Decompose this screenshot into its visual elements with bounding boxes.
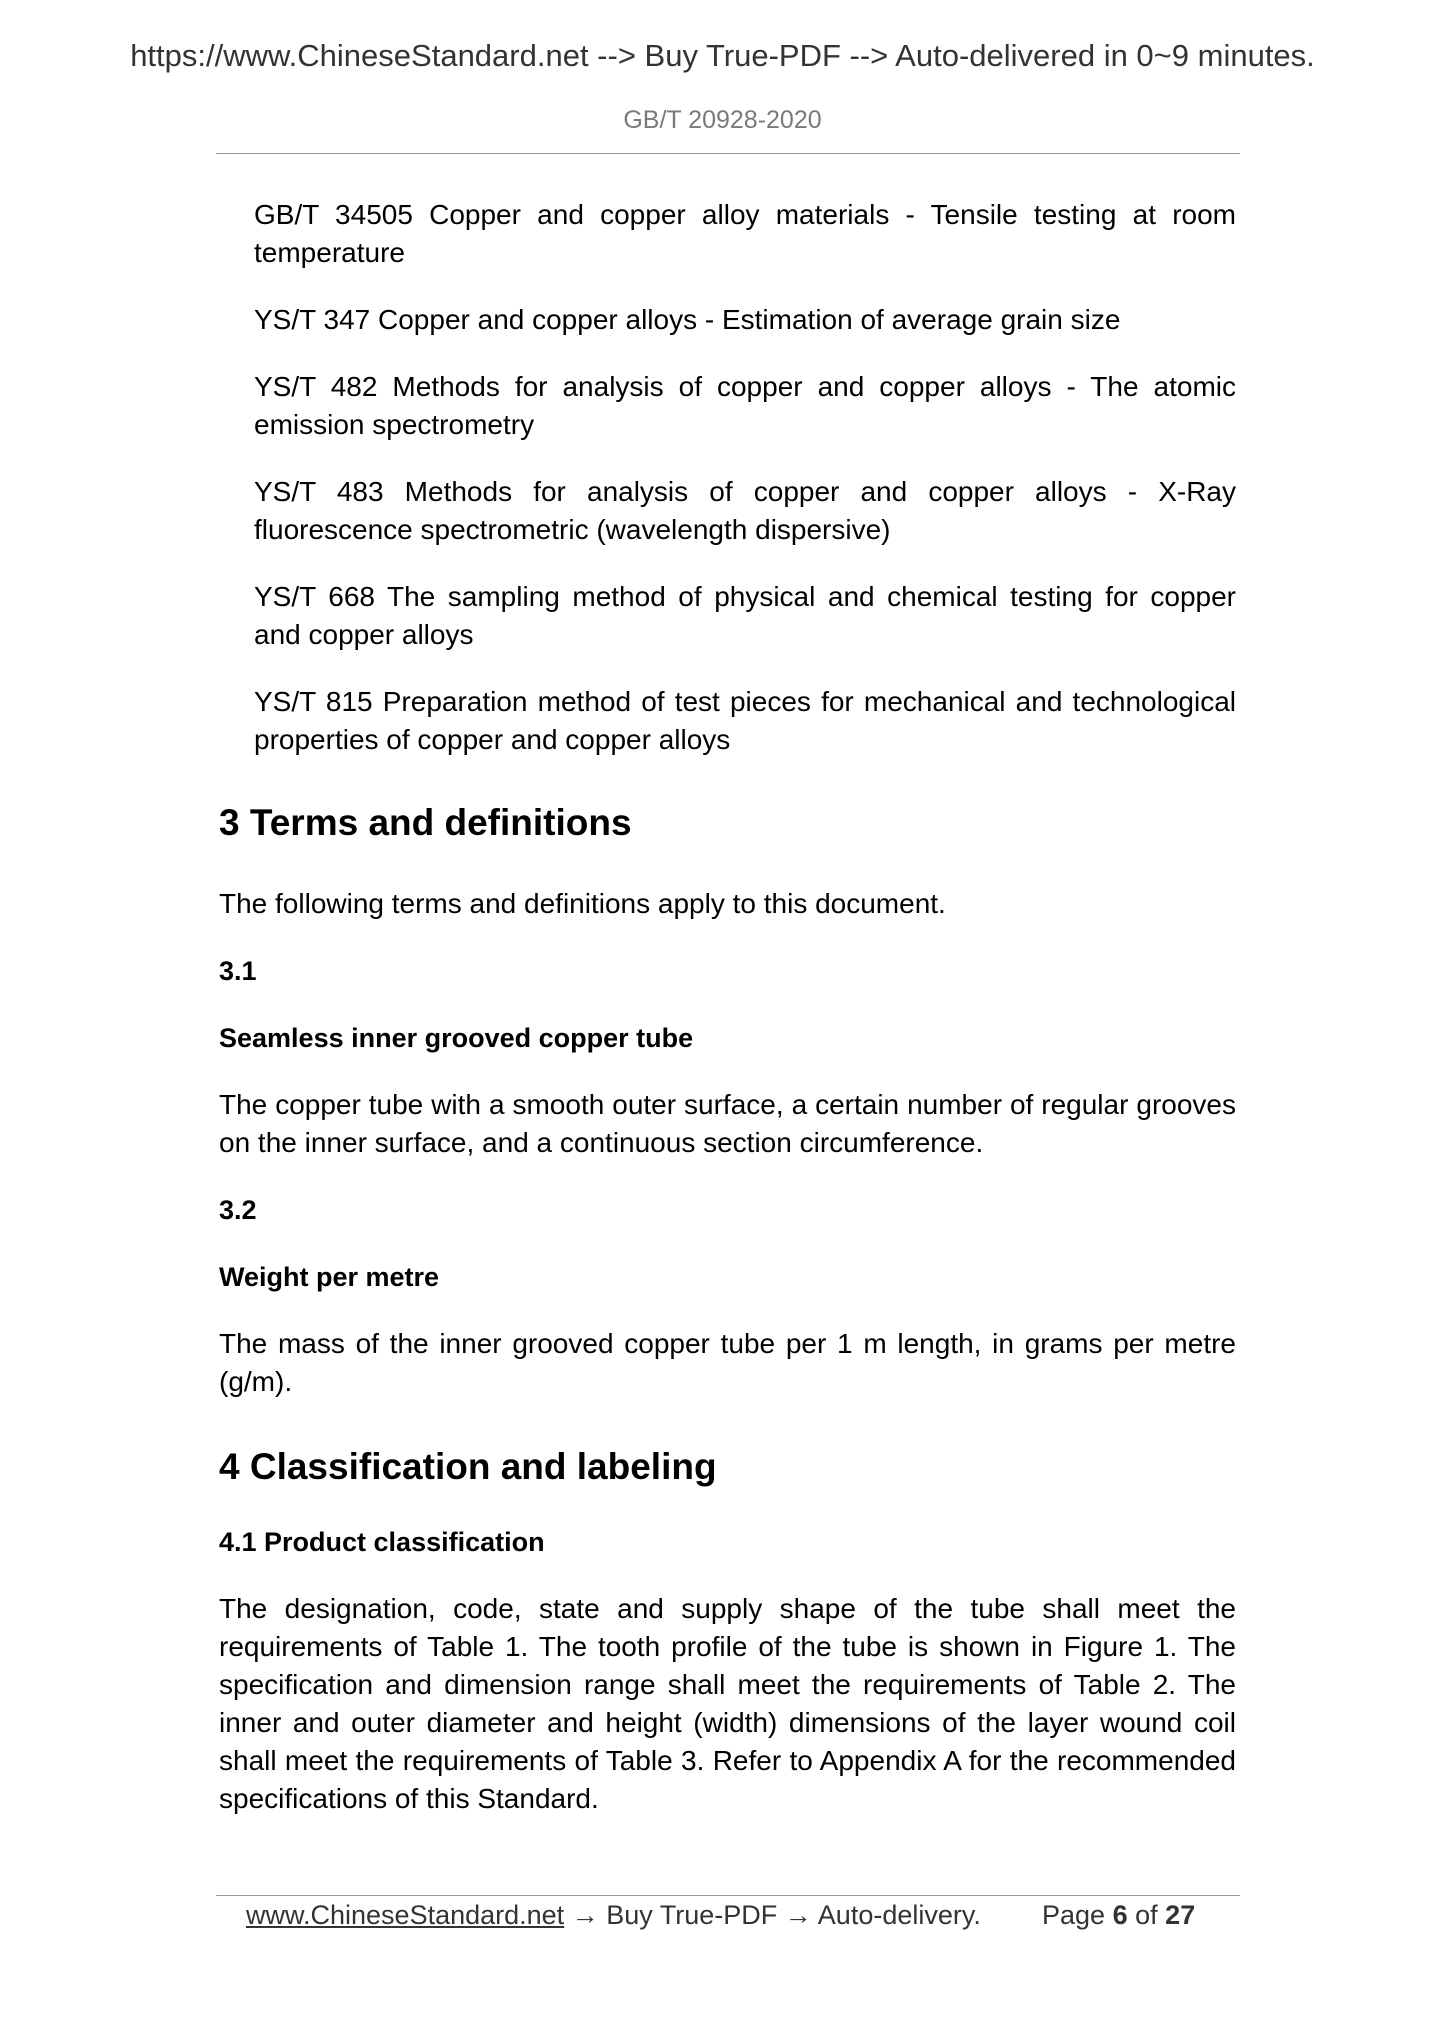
footer-divider (216, 1895, 1240, 1896)
reference-yst-815: YS/T 815 Preparation method of test pieces for mechanical and technological properties of copper and copper alloys (254, 686, 1236, 755)
page-word: Page (1042, 1900, 1106, 1930)
page-total: 27 (1165, 1900, 1196, 1930)
section-4-heading: 4 Classification and labeling (219, 1446, 717, 1487)
header-banner: https://www.ChineseStandard.net --> Buy True-PDF --> Auto-delivered in 0~9 minutes. (130, 38, 1315, 73)
subsection-4-1-text: The designation, code, state and supply shape of the tube shall meet the requirements of Table 1. The tooth profile of the tube is shown in Figure 1. The specification and dimension range shall meet the requirements of Table 2. The inner and outer diameter and height (width) dimensions of the layer wound coil shall meet the requirements of Table 3. Refer to Appendix A for the recommended specifications of this Standard. (219, 1593, 1236, 1814)
arrow-right-icon: → (571, 1900, 599, 1930)
subsection-4-1-heading: 4.1 Product classification (219, 1527, 545, 1557)
section-3-intro: The following terms and definitions apply to this document. (219, 888, 946, 919)
footer-delivery-text: Auto-delivery. (817, 1900, 981, 1930)
reference-yst-347: YS/T 347 Copper and copper alloys - Estimation of average grain size (254, 304, 1121, 335)
page-counter (1042, 1900, 1195, 1931)
term-3-2-number: 3.2 (219, 1195, 257, 1225)
reference-yst-482: YS/T 482 Methods for analysis of copper and copper alloys - The atomic emission spectrometry (254, 371, 1236, 440)
section-3-heading: 3 Terms and definitions (219, 802, 632, 843)
page-content (219, 196, 1236, 1818)
page-current: 6 (1112, 1900, 1128, 1930)
term-3-2-title: Weight per metre (219, 1262, 440, 1292)
term-3-1-definition: The copper tube with a smooth outer surface, a certain number of regular grooves on the inner surface, and a continuous section circumference. (219, 1089, 1236, 1158)
of-word: of (1135, 1900, 1158, 1930)
footer-links (246, 1900, 981, 1931)
arrow-right-icon: → (784, 1900, 812, 1930)
term-3-1-number: 3.1 (219, 956, 257, 986)
footer-site-link[interactable]: www.ChineseStandard.net (246, 1900, 565, 1930)
reference-gbt-34505: GB/T 34505 Copper and copper alloy materials - Tensile testing at room temperature (254, 199, 1236, 268)
reference-yst-668: YS/T 668 The sampling method of physical and chemical testing for copper and copper alloys (254, 581, 1236, 650)
reference-yst-483: YS/T 483 Methods for analysis of copper and copper alloys - X-Ray fluorescence spectrometric (wavelength dispersive) (254, 476, 1236, 545)
term-3-2-definition: The mass of the inner grooved copper tube per 1 m length, in grams per metre (g/m). (219, 1328, 1236, 1397)
term-3-1-title: Seamless inner grooved copper tube (219, 1023, 694, 1053)
footer-buy-text: Buy True-PDF (606, 1900, 778, 1930)
standard-id: GB/T 20928-2020 (623, 106, 822, 134)
header-divider (216, 153, 1240, 154)
